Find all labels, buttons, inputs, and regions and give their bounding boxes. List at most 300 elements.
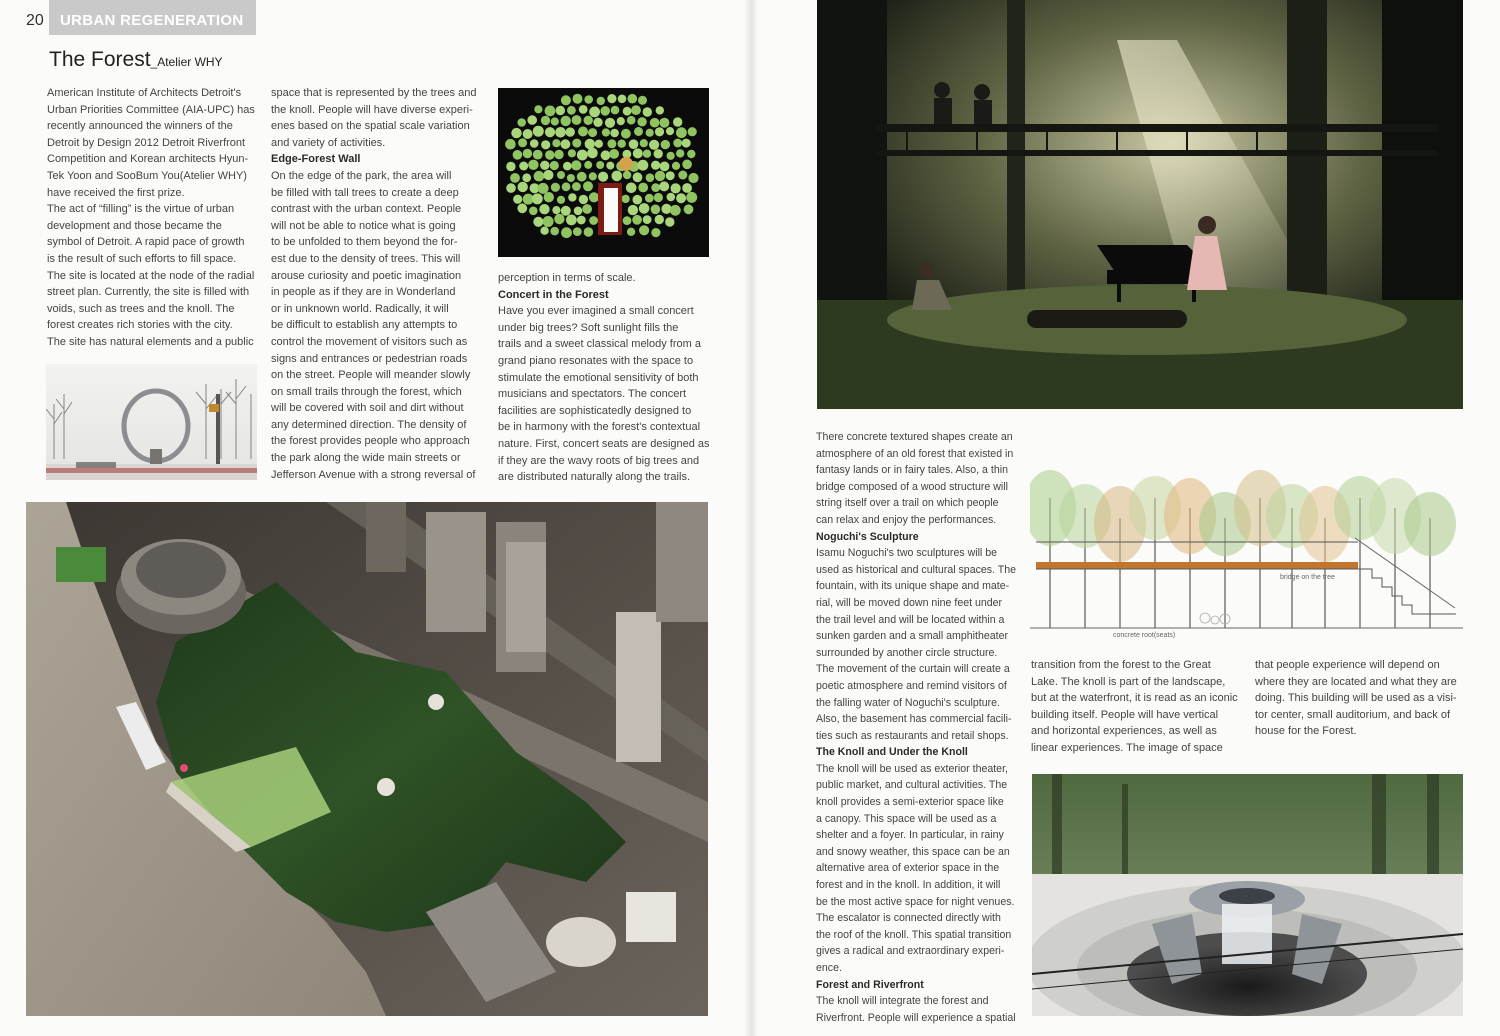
text-column-4 [816, 429, 1016, 1026]
text-line: contrast with the urban context. People [271, 203, 462, 216]
text-line: tor center, small auditorium, and back of [1255, 708, 1451, 721]
section-tree-crown [1404, 492, 1456, 556]
canopy-dot [626, 183, 637, 194]
text-line: street plan. Currently, the site is filled with [47, 286, 250, 299]
canopy-dot [667, 152, 675, 160]
canopy-dot [633, 172, 643, 182]
canopy-dot [557, 171, 565, 179]
canopy-dot [589, 216, 598, 225]
detroit-sculpture-photo [46, 364, 257, 480]
canopy-dot [688, 127, 697, 136]
canopy-dot [573, 227, 582, 236]
canopy-dot [511, 128, 521, 138]
canopy-dot [628, 205, 638, 215]
text-line: The site has natural elements and a public [47, 335, 254, 348]
canopy-dot [585, 139, 595, 149]
canopy-dot [562, 182, 571, 191]
text-line: symbol of Detroit. A rapid pace of growth [47, 236, 245, 249]
canopy-dot [554, 214, 564, 224]
canopy-dot [517, 203, 527, 213]
canopy-dot [513, 150, 523, 160]
text-line: Tek Yoon and SooBum You(Atelier WHY) [47, 169, 247, 182]
text-line: ence. [816, 962, 842, 974]
canopy-dot [510, 173, 520, 183]
text-line: if they are the wavy roots of big trees and [498, 454, 700, 467]
canopy-dot [617, 117, 625, 125]
noguchi-fountain-rendering [1032, 774, 1463, 1016]
canopy-dot [682, 183, 692, 193]
canopy-dot [572, 115, 582, 125]
canopy-dot [518, 138, 527, 147]
canopy-dot [601, 150, 611, 160]
canopy-dot [629, 139, 639, 149]
canopy-dot [676, 193, 686, 203]
canopy-dot [646, 129, 654, 137]
text-line: American Institute of Architects Detroit's [47, 87, 242, 99]
subheading: Concert in the Forest [498, 288, 609, 301]
canopy-dot [543, 216, 554, 227]
canopy-dot [654, 149, 663, 158]
canopy-dot [612, 171, 623, 182]
canopy-dot [541, 140, 550, 149]
page-gutter [744, 0, 758, 1036]
article-byline: _Atelier WHY [150, 55, 223, 69]
canopy-dot [573, 94, 583, 104]
green-canopy-model-photo [498, 88, 709, 257]
text-line: the park along the wide main streets or [271, 452, 461, 465]
aerial-rendering [26, 502, 708, 1016]
section-label-roots: concrete root(seats) [1113, 632, 1176, 639]
text-line: There concrete textured shapes create an [816, 431, 1013, 443]
canopy-dot [672, 162, 680, 170]
text-line: and variety of activities. [271, 136, 386, 149]
canopy-dot [655, 171, 665, 181]
text-column-2 [271, 85, 476, 483]
canopy-dot [561, 139, 571, 149]
canopy-dot [659, 118, 669, 128]
canopy-dot [561, 95, 571, 105]
canopy-dot [670, 205, 681, 216]
text-line: The site is located at the node of the radial [47, 269, 255, 282]
text-line: The knoll will be used as exterior theater, [816, 762, 1008, 775]
canopy-dot [588, 128, 597, 137]
subheading: Forest and Riverfront [816, 978, 924, 991]
text-line: are distributed naturally along the trails. [498, 471, 690, 484]
canopy-dot [554, 150, 563, 159]
canopy-dot [566, 215, 577, 226]
text-line: on the street. People will meander slowly [271, 369, 471, 382]
canopy-dot [602, 128, 610, 136]
canopy-dot [584, 227, 594, 237]
canopy-dot [621, 195, 629, 203]
canopy-dot [568, 193, 576, 201]
canopy-dot [597, 97, 605, 105]
text-line: that people experience will depend on [1255, 659, 1440, 671]
photo-icon [26, 502, 708, 1016]
canopy-dot [623, 171, 631, 179]
canopy-dot [628, 94, 638, 104]
canopy-dot [598, 172, 608, 182]
canopy-dot [632, 215, 642, 225]
text-line: forest and in the knoll. In addition, it will [816, 879, 1001, 892]
canopy-dot [557, 196, 565, 204]
canopy-dot [640, 139, 648, 147]
canopy-dot [574, 207, 583, 216]
text-line: be difficult to establish any attempts to [271, 319, 458, 332]
canopy-dot [673, 117, 682, 126]
canopy-dot [550, 227, 559, 236]
canopy-dot [561, 116, 571, 126]
canopy-dot [551, 117, 559, 125]
section-tab: URBAN REGENERATION [49, 0, 256, 35]
canopy-dot [682, 160, 692, 170]
text-line: The movement of the curtain will create a [816, 663, 1010, 676]
text-column-1 [47, 85, 255, 351]
canopy-dot [566, 127, 575, 136]
text-line: atmosphere of an old forest that existed in [816, 447, 1014, 460]
canopy-dot [505, 139, 516, 150]
text-line: the forest provides people who approach [271, 435, 470, 448]
text-line: development and those became the [47, 219, 222, 232]
canopy-dot [627, 116, 636, 125]
canopy-dot [538, 183, 549, 194]
canopy-dot [609, 149, 619, 159]
text-line: Jefferson Avenue with a strong reversal of [271, 468, 476, 481]
canopy-dot [623, 216, 632, 225]
canopy-dot [552, 206, 560, 214]
text-line: gives a radical and extraordinary experi- [816, 945, 1005, 958]
text-line: perception in terms of scale. [498, 272, 636, 284]
canopy-dot [523, 129, 533, 139]
text-line: fantasy lands or in fairy tales. Also, a thin [816, 464, 1008, 477]
photo-icon [1032, 774, 1463, 1016]
text-line: The escalator is connected directly with [816, 912, 1001, 925]
canopy-dot [589, 192, 599, 202]
canopy-dot [607, 94, 616, 103]
text-line: surrounded by another circle structure. [816, 646, 998, 659]
canopy-dot [550, 161, 559, 170]
canopy-dot [621, 129, 631, 139]
canopy-dot [582, 204, 592, 214]
text-line: the trail level and will be located within a [816, 613, 1005, 626]
text-line: bridge composed of a wood structure will [816, 480, 1008, 493]
text-line: est due to the density of trees. This will [271, 252, 461, 265]
canopy-dot [552, 139, 560, 147]
canopy-dot [656, 106, 664, 114]
canopy-dot [661, 204, 671, 214]
canopy-dot [666, 127, 674, 135]
canopy-dot [506, 162, 515, 171]
article-title [49, 48, 223, 72]
canopy-dot [654, 193, 663, 202]
canopy-dot [676, 149, 684, 157]
text-column-5 [1031, 657, 1238, 757]
canopy-dot [633, 148, 643, 158]
text-line: can relax and enjoy the performances. [816, 513, 997, 526]
text-line: The knoll will integrate the forest and [816, 995, 989, 1008]
canopy-dot [666, 171, 675, 180]
canopy-dot [639, 225, 649, 235]
canopy-dot [567, 106, 576, 115]
canopy-dot [643, 150, 651, 158]
text-line: knoll provides a semi-exterior space like [816, 796, 1004, 809]
canopy-dot [638, 96, 647, 105]
text-line: and snowy weather, this space can be an [816, 845, 1010, 858]
canopy-dot [519, 162, 528, 171]
text-line: be the most active space for night venues. [816, 895, 1015, 908]
canopy-dot [682, 139, 691, 148]
drawing-icon [1030, 428, 1463, 640]
canopy-dot [539, 204, 549, 214]
canopy-dot [541, 116, 550, 125]
canopy-dot [673, 139, 682, 148]
canopy-dot [567, 174, 575, 182]
canopy-dot [528, 160, 538, 170]
text-line: alternative area of exterior space in the [816, 862, 1000, 875]
canopy-dot [534, 105, 542, 113]
canopy-dot [686, 192, 697, 203]
canopy-dot [506, 183, 516, 193]
subheading: The Knoll and Under the Knoll [816, 746, 968, 759]
page-number: 20 [26, 12, 44, 29]
text-line: in people as if they are in Wonderland [271, 286, 456, 299]
canopy-dot [518, 182, 528, 192]
text-line: on small trails through the forest, which [271, 385, 462, 398]
subheading: Noguchi's Sculpture [816, 530, 919, 543]
canopy-dot [577, 216, 586, 225]
canopy-dot [631, 105, 641, 115]
canopy-dot [563, 162, 572, 171]
text-line: any determined direction. The density of [271, 418, 467, 431]
text-line: used as historical and cultural spaces. The [816, 563, 1017, 576]
canopy-dot [618, 140, 626, 148]
canopy-dot [671, 183, 681, 193]
text-line: stimulate the emotional sensitivity of both [498, 371, 699, 384]
canopy-dot [568, 149, 576, 157]
text-line: trails and a sweet classical melody from a [498, 338, 701, 351]
text-line: facilities are sophisticatedly designed to [498, 404, 692, 417]
text-line: forest creates rich stories with the city. [47, 319, 233, 332]
text-line: enes based on the spatial scale variation [271, 120, 470, 133]
text-line: ties such as restaurants and retail shops. [816, 729, 1009, 742]
canopy-dot [583, 181, 593, 191]
text-line: doing. This building will be used as a visi- [1255, 692, 1457, 705]
canopy-dot [637, 117, 646, 126]
canopy-dot [589, 172, 597, 180]
text-line: poetic atmosphere and remind visitors of [816, 679, 1007, 692]
canopy-dot [627, 228, 635, 236]
canopy-dot [556, 106, 565, 115]
canopy-dot [688, 173, 698, 183]
photo-icon [817, 0, 1463, 409]
text-line: Isamu Noguchi's two sculptures will be [816, 547, 998, 560]
text-line: or in unknown world. Radically, it will [271, 302, 449, 315]
canopy-dot [579, 105, 588, 114]
canopy-dot [517, 118, 526, 127]
text-line: signs and entrances or pedestrian roads [271, 352, 468, 365]
canopy-dot [676, 127, 687, 138]
text-line: musicians and spectators. The concert [498, 388, 687, 401]
canopy-dot [543, 170, 553, 180]
canopy-dot [561, 227, 572, 238]
canopy-dot [638, 160, 649, 171]
text-line: will not be able to notice what is going [271, 219, 456, 232]
canopy-dot [523, 149, 532, 158]
text-line: fountain, with its unique shape and mate- [816, 580, 1010, 593]
canopy-dot [611, 106, 620, 115]
photo-icon [46, 364, 257, 480]
text-line: Competition and Korean architects Hyun- [47, 153, 249, 166]
text-line: the falling water of Noguchi's sculpture. [816, 696, 1000, 709]
text-line: grand piano resonates with the space to [498, 354, 694, 367]
canopy-dot [687, 150, 695, 158]
canopy-dot [618, 95, 627, 104]
canopy-dot [596, 161, 604, 169]
canopy-dot [533, 217, 543, 227]
canopy-dot [584, 116, 593, 125]
canopy-dot [577, 150, 588, 161]
canopy-dot [595, 140, 603, 148]
canopy-dot [684, 204, 694, 214]
concert-forest-rendering [817, 0, 1463, 409]
text-line: voids, such as trees and the knoll. The [47, 302, 235, 315]
text-line: to be unfolded to them beyond the for- [271, 236, 458, 249]
canopy-dot [633, 195, 643, 205]
text-line: will be covered with soil and dirt without [271, 402, 464, 415]
text-line: but at the waterfront, it is read as an iconic [1031, 692, 1238, 705]
text-line: is the result of such efforts to fill space. [47, 252, 237, 265]
canopy-dot [533, 126, 544, 137]
subheading: Edge-Forest Wall [271, 153, 361, 166]
canopy-dot [651, 205, 661, 215]
canopy-dot [650, 118, 660, 128]
text-column-3 [498, 270, 710, 486]
text-line: nature. First, concert seats are designed as [498, 437, 710, 450]
canopy-dot [645, 194, 654, 203]
canopy-dot [665, 217, 674, 226]
canopy-dot [545, 106, 556, 117]
canopy-dot [578, 127, 588, 137]
canopy-dot [561, 206, 571, 216]
text-line: the knoll. People will have diverse experi- [271, 103, 473, 116]
text-line: building itself. People will have vertical [1031, 708, 1219, 721]
canopy-dot [646, 173, 655, 182]
canopy-dot [643, 107, 652, 116]
text-line: linear experiences. The image of space [1031, 741, 1223, 754]
text-line: recently announced the winners of the [47, 120, 233, 133]
canopy-dot [589, 107, 600, 118]
text-line: be in harmony with the forest's contextual [498, 421, 701, 434]
text-line: have received the first prize. [47, 186, 185, 199]
text-line: Have you ever imagined a small concert [498, 305, 694, 318]
canopy-dot [545, 127, 555, 137]
canopy-dot [572, 139, 581, 148]
bridge-section-drawing [1030, 428, 1463, 640]
text-line: Lake. The knoll is part of the landscape, [1031, 675, 1226, 688]
canopy-dot [555, 127, 566, 138]
canopy-dot [600, 106, 610, 116]
text-line: house for the Forest. [1255, 725, 1357, 738]
canopy-dot [651, 228, 660, 237]
text-line: a canopy. This space will be used as a [816, 812, 997, 825]
canopy-dot [527, 115, 537, 125]
canopy-dot [607, 139, 616, 148]
canopy-dot [572, 182, 581, 191]
canopy-dot [610, 129, 619, 138]
canopy-dot [634, 127, 643, 136]
text-line: shelter and a foyer. In particular, in rainy [816, 829, 1004, 842]
text-line: public market, and cultural activities. The [816, 779, 1008, 792]
photo-icon [498, 88, 709, 257]
text-line: Also, the basement has commercial facili- [816, 713, 1012, 726]
canopy-dot [651, 183, 660, 192]
canopy-dot [540, 227, 548, 235]
canopy-dot [584, 95, 593, 104]
canopy-dot [660, 162, 670, 172]
text-line: The act of “filling” is the virtue of urban [47, 203, 235, 216]
canopy-dot [571, 160, 581, 170]
canopy-dot [659, 181, 669, 191]
text-line: the roof of the knoll. This spatial transition [816, 928, 1012, 941]
canopy-dot [522, 173, 531, 182]
canopy-dot [593, 118, 602, 127]
canopy-dot [530, 139, 539, 148]
article-title-text: The Forest [49, 48, 151, 71]
canopy-dot [639, 203, 650, 214]
canopy-dot [606, 162, 614, 170]
text-line: under big trees? Soft sunlight fills the [498, 321, 679, 334]
text-line: transition from the forest to the Great [1031, 659, 1211, 671]
canopy-dot [651, 161, 660, 170]
canopy-dot [529, 207, 538, 216]
text-line: Riverfront. People will experience a spatial [816, 1011, 1016, 1024]
text-line: where they are located and what they are [1255, 675, 1457, 688]
canopy-dot [579, 195, 588, 204]
canopy-dot [655, 215, 664, 224]
canopy-dot [532, 193, 543, 204]
canopy-dot [587, 148, 598, 159]
canopy-dot [623, 107, 632, 116]
canopy-dot [545, 150, 554, 159]
canopy-dot [655, 127, 664, 136]
text-column-6 [1255, 657, 1457, 740]
text-line: rial, will be moved down nine feet under [816, 596, 1003, 609]
text-line: arouse curiosity and poetic imagination [271, 269, 462, 282]
text-line: string itself over a trail on which people [816, 497, 999, 510]
text-line: control the movement of visitors such as [271, 335, 468, 348]
canopy-dot [540, 161, 549, 170]
canopy-dot [643, 215, 652, 224]
canopy-dot [551, 183, 560, 192]
canopy-dot [678, 171, 687, 180]
canopy-dot [584, 161, 592, 169]
canopy-dot [513, 195, 522, 204]
text-line: On the edge of the park, the area will [271, 169, 452, 182]
text-line: space that is represented by the trees and [271, 87, 477, 99]
canopy-dot [667, 193, 676, 202]
canopy-dot [649, 140, 659, 150]
canopy-dot [605, 118, 615, 128]
text-line: Detroit by Design 2012 Detroit Riverfront [47, 136, 246, 149]
section-label-bridge: bridge on the tree [1280, 574, 1335, 581]
canopy-dot [661, 140, 670, 149]
text-line: and horizontal experiences, as well as [1031, 725, 1217, 738]
canopy-dot [533, 150, 543, 160]
canopy-dot [577, 172, 587, 182]
canopy-dot [534, 171, 545, 182]
text-line: sunken garden and a small amphitheater [816, 630, 1008, 643]
canopy-dot [638, 183, 648, 193]
